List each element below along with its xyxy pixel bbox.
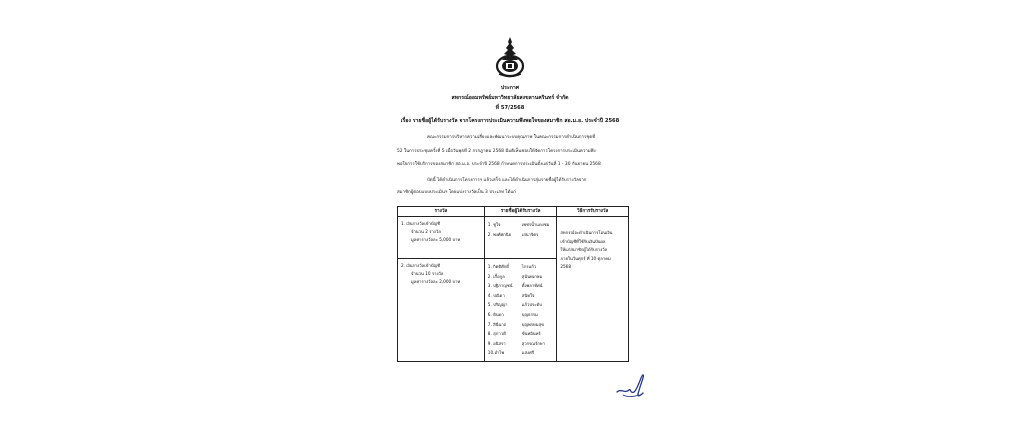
winner-surname: บุญธรรม	[521, 311, 538, 317]
winner-name: 6. ดินดา	[487, 311, 504, 317]
winner-name: 7. สินีนาถ	[487, 321, 507, 327]
signature-icon	[613, 370, 649, 400]
winner-item	[488, 348, 554, 358]
announcement-number: ที่ 57/2568	[495, 105, 525, 111]
method-line: ให้แก่สมาชิกผู้ได้รับรางวัล	[560, 247, 608, 252]
prize-value: มูลค่ารางวัลละ 2,000 บาท	[411, 279, 461, 284]
winner-surname: แก้วประดับ	[521, 302, 542, 308]
winner-item	[488, 281, 554, 291]
header-prize: รางวัล	[398, 207, 485, 217]
method-line: สหกรณ์จะดำเนินการโอนเงิน	[560, 230, 613, 235]
winner-name: 1. ชูใจ	[487, 222, 501, 227]
winner-item	[488, 300, 554, 310]
winner-item	[488, 320, 554, 330]
prize-count: จำนวน 2 รางวัล	[411, 229, 441, 234]
prize-title: 1. เงินรางวัลเข้าบัญชี	[401, 221, 440, 226]
winners-cell	[484, 217, 557, 259]
winner-item	[488, 310, 554, 320]
winner-surname: แสงศรี	[521, 350, 534, 356]
winner-item	[488, 272, 554, 282]
prize-cell	[398, 259, 485, 362]
announcement-heading: ประกาศ	[500, 85, 520, 91]
winners-cell	[484, 259, 557, 362]
winner-surname: ขันทอินทร์	[521, 331, 541, 337]
winner-surname: เสนาจิตร	[521, 231, 539, 237]
prize-value: มูลค่ารางวัลละ 5,000 บาท	[411, 237, 461, 242]
winner-name: 3. ปฐิภาญชน์	[487, 283, 513, 289]
university-emblem-icon	[495, 36, 525, 78]
winner-item	[488, 230, 554, 240]
winner-name: 1. กิตติศักดิ์	[487, 264, 509, 269]
winner-item	[488, 262, 554, 272]
method-line: 2568	[560, 264, 572, 269]
winner-surname: สุวรรณรักษา	[521, 340, 545, 346]
header-winners: รายชื่อผู้ได้รับรางวัล	[484, 207, 557, 217]
paragraph-2-line-1: บัดนี้ ได้ดำเนินการโครงการฯ แล้วเสร็จ และได้ดำเนินการสุ่มรายชื่อผู้ได้รับรางวัลจาก	[427, 178, 587, 183]
method-line: เข้าบัญชีที่ใช้รับเงินปันผล	[560, 238, 606, 244]
prize-count: จำนวน 10 รางวัล	[411, 271, 444, 276]
announcement-subject: เรื่อง รายชื่อผู้ได้รับรางวัล จากโครงการประเมินความพึงพอใจของสมาชิก สอ.ม.อ. ประจำปี 2568	[400, 118, 620, 124]
table-row	[398, 217, 629, 259]
winner-name: 5. ปริญญา	[487, 302, 508, 308]
prize-title: 2. เงินรางวัลเข้าบัญชี	[401, 263, 440, 268]
paragraph-1-line-3: พอใจการใช้บริการของสมาชิก สอ.ม.อ. ประจำปี 2568 กำหนดการประเมินตั้งแต่วันที่ 1 - 30 กันยายน 2568	[397, 162, 601, 167]
winner-surname: ตั้งพลาทัศน์	[521, 283, 543, 289]
method-line: ภายในวันศุกร์ ที่ 10 ตุลาคม	[560, 255, 611, 261]
awards-table	[397, 206, 629, 362]
winner-name: 2. เกื้อกูล	[487, 273, 505, 279]
winner-name: 10.อำไพ	[487, 350, 505, 356]
winner-item	[488, 339, 554, 349]
winner-surname: สนิทใจ	[521, 292, 535, 298]
winner-name: 4. ปณิดา	[487, 292, 505, 298]
winner-surname: สุนันทเกษม	[521, 273, 543, 279]
winner-item	[488, 291, 554, 301]
header-method: วิธีการรับรางวัล	[557, 207, 629, 217]
organization-name: สหกรณ์ออมทรัพย์มหาวิทยาลัยสงขลานครินทร์ จำกัด	[451, 95, 569, 101]
winner-surname: บุญพรหมสุข	[521, 321, 544, 327]
winner-name: 9. อนิสรา	[487, 340, 506, 346]
winner-name: 2. พงศ์ศกนิธ	[487, 231, 512, 237]
paragraph-2-line-2: สมาชิกผู้ตอบแบบประเมินฯ โดยแบ่งรางวัลเป็น 3 ประเภท ได้แก่	[397, 190, 516, 195]
winner-surname: ไกรแก้ว	[521, 264, 537, 269]
winner-name: 8. สุภาวดี	[487, 331, 506, 337]
method-cell	[557, 217, 629, 362]
prize-cell	[398, 217, 485, 259]
winner-item	[488, 220, 554, 230]
paragraph-1-line-1: คณะกรรมการบริหารความเสี่ยงและพัฒนาระบบคุณภาพ ในคณะกรรมการดำเนินการชุดที่	[427, 135, 596, 140]
document-page	[365, 0, 655, 433]
table-header-row	[398, 207, 629, 217]
winner-item	[488, 329, 554, 339]
paragraph-1-line-2: 52 ในการประชุมครั้งที่ 5 เมื่อวันพุธที่ 2 กรกฎาคม 2568 มีมติเห็นชอบให้จัดการโครงการประเมินความพึง	[397, 149, 596, 154]
winner-surname: เพชรน้ำแดงชม	[521, 222, 550, 227]
